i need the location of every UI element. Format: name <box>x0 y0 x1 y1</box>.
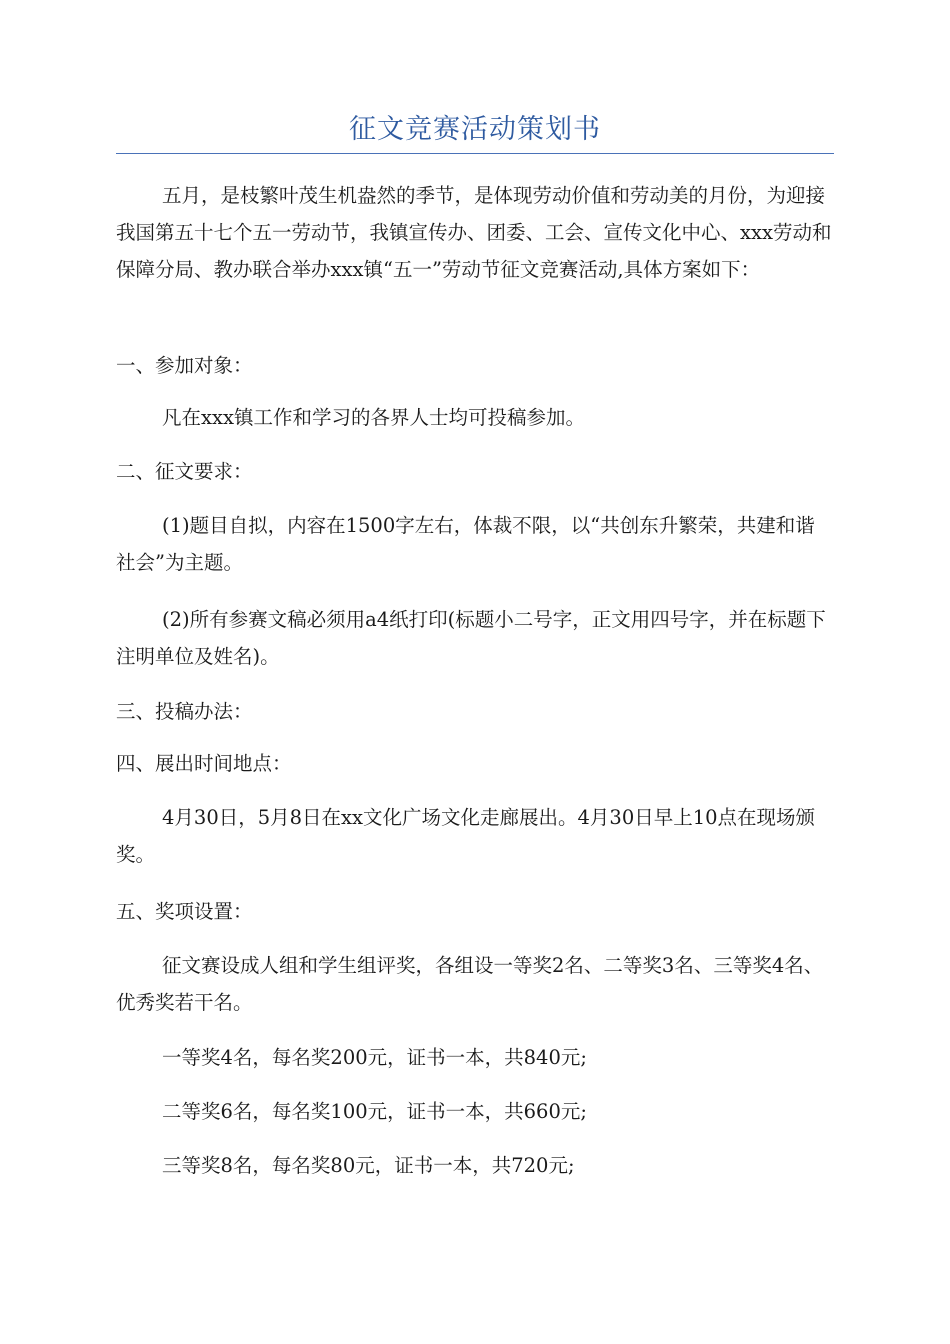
section-heading-requirements: 二、征文要求： <box>116 460 253 483</box>
section-heading-exhibition: 四、展出时间地点： <box>116 752 292 775</box>
award-third-prize: 三等奖8名，每名奖80元，证书一本，共720元; <box>162 1154 575 1177</box>
section-heading-awards: 五、奖项设置： <box>116 900 253 923</box>
exhibition-paragraph: 4月30日，5月8日在xx文化广场文化走廊展出。4月30日早上10点在现场颁奖。 <box>116 806 816 866</box>
document-title: 征文竞赛活动策划书 <box>349 114 601 145</box>
title-underline <box>116 153 834 154</box>
requirement-item-2: (2)所有参赛文稿必须用a4纸打印(标题小二号字，正文用四号字，并在标题下注明单位及姓名)。 <box>116 608 826 668</box>
award-second-prize: 二等奖6名，每名奖100元，证书一本，共660元; <box>162 1100 587 1123</box>
intro-paragraph: 五月，是枝繁叶茂生机盎然的季节，是体现劳动价值和劳动美的月份，为迎接我国第五十七个五一劳动节，我镇宣传办、团委、工会、宣传文化中心、xxx劳动和保障分局、教办联合举办xxx镇“五一”劳动节征文竞赛活动,具体方案如下： <box>116 184 832 281</box>
requirement-item-1: (1)题目自拟，内容在1500字左右，体裁不限，以“共创东升繁荣，共建和谐社会”为主题。 <box>116 514 815 574</box>
section-heading-participants: 一、参加对象： <box>116 354 253 377</box>
section-heading-submission: 三、投稿办法： <box>116 700 253 723</box>
participants-paragraph: 凡在xxx镇工作和学习的各界人士均可投稿参加。 <box>162 406 585 429</box>
award-first-prize: 一等奖4名，每名奖200元，证书一本，共840元; <box>162 1046 587 1069</box>
awards-paragraph: 征文赛设成人组和学生组评奖，各组设一等奖2名、二等奖3名、三等奖4名、优秀奖若干名。 <box>116 954 824 1014</box>
